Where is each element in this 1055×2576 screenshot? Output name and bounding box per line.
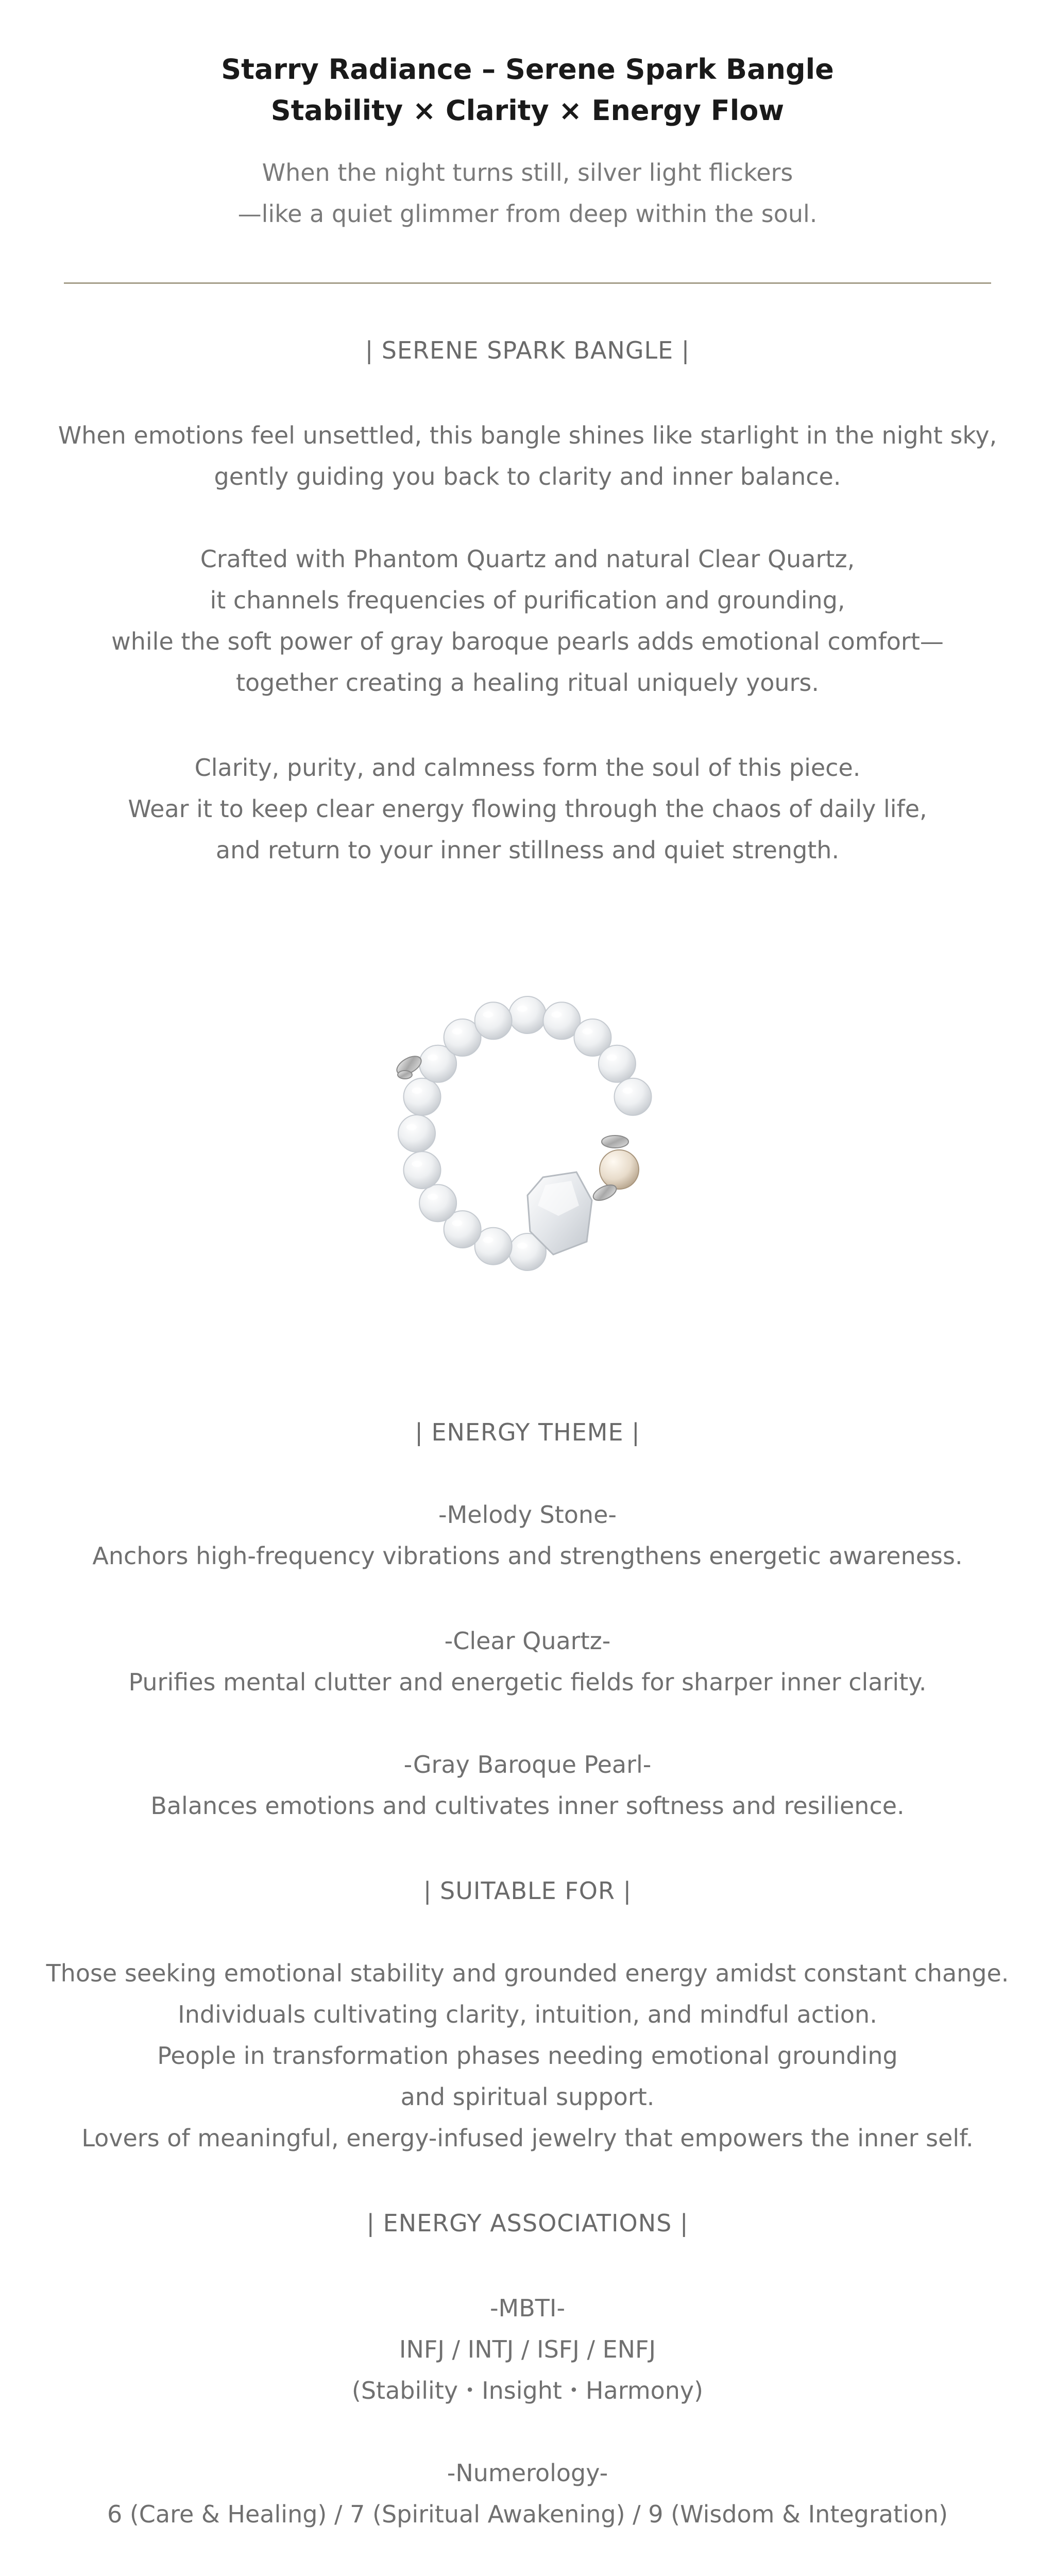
- association-value: (Stability・Insight・Harmony): [351, 2377, 704, 2404]
- quartz-bead-icon: [599, 1045, 636, 1082]
- bead-highlight: [428, 1194, 438, 1200]
- divider-line: [64, 282, 991, 284]
- bead-highlight: [428, 1055, 438, 1061]
- tagline-line-2: —like a quiet glimmer from deep within the soul.: [237, 200, 818, 228]
- intro-tagline: [0, 152, 1055, 234]
- quartz-bead-icon: [419, 1184, 456, 1222]
- title-line-1: Starry Radiance – Serene Spark Bangle: [221, 53, 834, 86]
- association-value: INFJ / INTJ / ISFJ / ENFJ: [399, 2335, 656, 2363]
- bead-highlight: [406, 1124, 417, 1130]
- association-numerology: [0, 2452, 1055, 2535]
- suitable-line: and spiritual support.: [400, 2083, 655, 2111]
- association-mbti: [0, 2287, 1055, 2411]
- paragraph-line: it channels frequencies of purification and grounding,: [210, 586, 845, 614]
- silver-charm-icon: [394, 1053, 424, 1079]
- energy-item: [0, 1620, 1055, 1703]
- association-value: 6 (Care & Healing) / 7 (Spiritual Awakening) / 9 (Wisdom & Integration): [107, 2500, 948, 2528]
- section-heading-serene-spark: | SERENE SPARK BANGLE |: [365, 336, 690, 364]
- quartz-bead-icon: [615, 1078, 652, 1115]
- energy-item: [0, 1744, 1055, 1826]
- bead-highlight: [517, 1243, 528, 1249]
- paragraph-line: gently guiding you back to clarity and inner balance.: [214, 463, 841, 490]
- bead-highlight: [412, 1161, 422, 1167]
- paragraph-line: Crafted with Phantom Quartz and natural Clear Quartz,: [200, 545, 855, 573]
- energy-item-name: -Gray Baroque Pearl-: [403, 1751, 652, 1778]
- section-heading-suitable-for: | SUITABLE FOR |: [423, 1877, 632, 1905]
- bead-highlight: [582, 1028, 592, 1035]
- intro-paragraph-1: [0, 415, 1055, 497]
- bead-highlight: [623, 1088, 633, 1094]
- suitable-line: Those seeking emotional stability and grounded energy amidst constant change.: [46, 1959, 1009, 1987]
- paragraph-line: while the soft power of gray baroque pearls adds emotional comfort—: [111, 628, 944, 655]
- pearl-icon: [600, 1150, 639, 1189]
- section-heading-energy-theme: | ENERGY THEME |: [415, 1418, 640, 1446]
- title-line-2: Stability × Clarity × Energy Flow: [270, 94, 785, 127]
- suitable-line: Individuals cultivating clarity, intuition, and mindful action.: [178, 2001, 877, 2028]
- energy-item-desc: Anchors high-frequency vibrations and strengthens energetic awareness.: [92, 1542, 963, 1570]
- product-title: [0, 49, 1055, 131]
- quartz-bead-icon: [509, 996, 546, 1033]
- bracelet-product-image: [373, 974, 682, 1314]
- energy-item: [0, 1494, 1055, 1577]
- paragraph-line: When emotions feel unsettled, this bangle shines like starlight in the night sky,: [58, 421, 997, 449]
- paragraph-line: together creating a healing ritual uniquely yours.: [235, 669, 820, 697]
- bead-highlight: [483, 1237, 494, 1243]
- bead-highlight: [483, 1011, 494, 1018]
- quartz-bead-icon: [398, 1115, 435, 1152]
- paragraph-line: Wear it to keep clear energy flowing through the chaos of daily life,: [128, 795, 927, 823]
- association-label: -MBTI-: [489, 2294, 566, 2322]
- suitable-line: Lovers of meaningful, energy-infused jewelry that empowers the inner self.: [81, 2124, 974, 2152]
- intro-paragraph-2: [0, 538, 1055, 703]
- section-heading-energy-associations: | ENERGY ASSOCIATIONS |: [366, 2209, 689, 2237]
- intro-paragraph-3: [0, 747, 1055, 871]
- paragraph-line: and return to your inner stillness and quiet strength.: [215, 836, 840, 864]
- bead-highlight: [412, 1088, 422, 1094]
- tagline-line-1: When the night turns still, silver light flickers: [262, 159, 793, 187]
- energy-item-desc: Balances emotions and cultivates inner softness and resilience.: [150, 1792, 905, 1820]
- bead-highlight: [452, 1028, 463, 1035]
- paragraph-line: Clarity, purity, and calmness form the soul of this piece.: [194, 754, 861, 782]
- suitable-for-list: [0, 1953, 1055, 2159]
- bead-highlight: [551, 1011, 561, 1018]
- suitable-line: People in transformation phases needing emotional grounding: [157, 2042, 898, 2070]
- association-label: -Numerology-: [447, 2459, 608, 2487]
- energy-item-desc: Purifies mental clutter and energetic fields for sharper inner clarity.: [128, 1668, 927, 1696]
- quartz-bead-icon: [404, 1078, 441, 1115]
- quartz-bead-icon: [404, 1151, 441, 1189]
- bead-highlight: [452, 1220, 463, 1226]
- bead-highlight: [607, 1055, 617, 1061]
- quartz-bead-icon: [475, 1002, 512, 1039]
- energy-item-name: -Clear Quartz-: [444, 1627, 611, 1655]
- energy-item-name: -Melody Stone-: [438, 1501, 617, 1529]
- bead-highlight: [517, 1006, 528, 1012]
